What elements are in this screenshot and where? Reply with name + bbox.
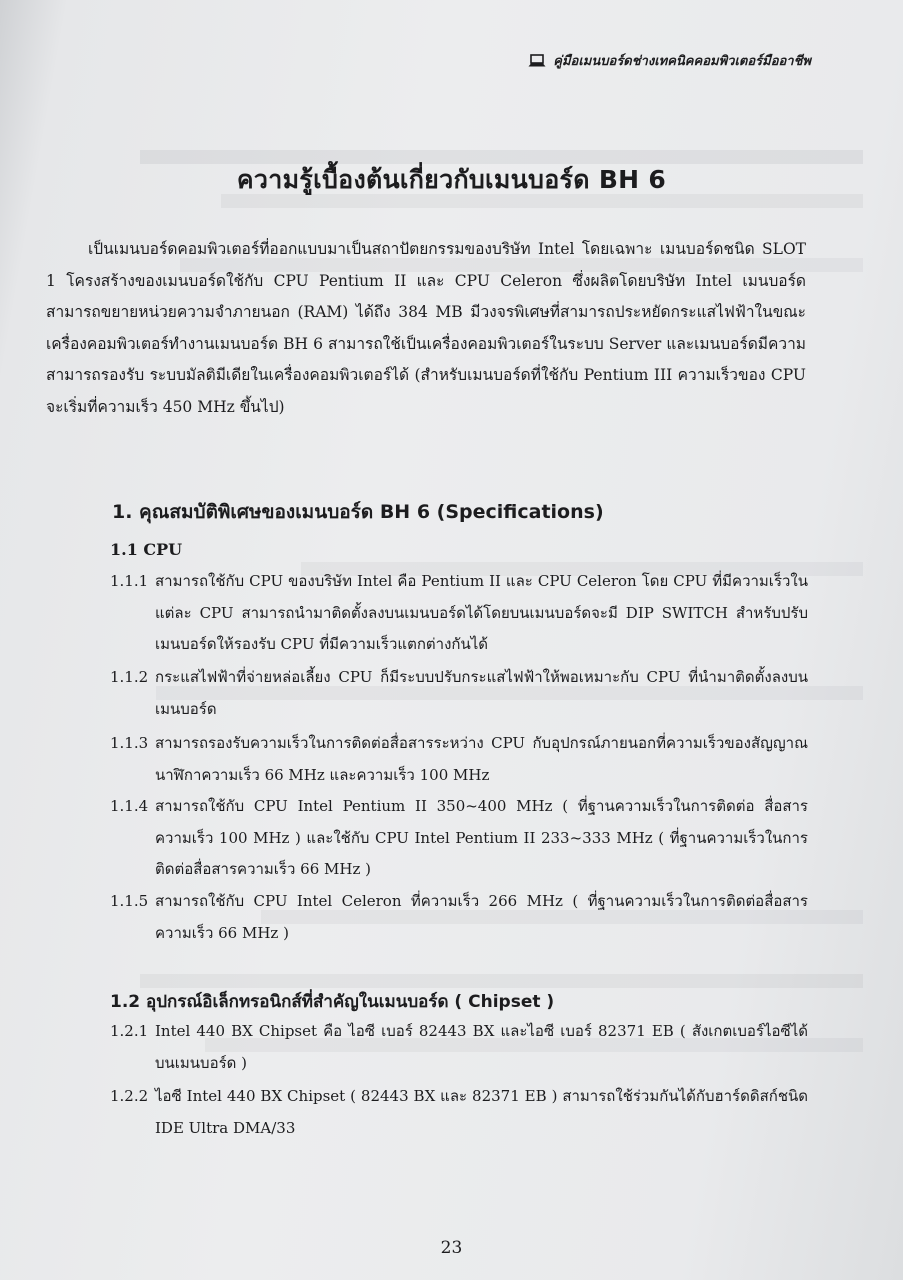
intro-paragraph <box>46 234 806 423</box>
item-text: ไอซี Intel 440 BX Chipset ( 82443 BX และ 82371 EB ) สามารถใช้ร่วมกันได้กับฮาร์ดดิสก์ชนิด IDE Ultra DMA/33 <box>155 1087 808 1137</box>
item-number: 1.2.2 <box>110 1087 149 1105</box>
list-item <box>110 1081 808 1144</box>
item-number: 1.1.5 <box>110 892 149 910</box>
laptop-icon <box>528 54 546 68</box>
list-item <box>110 886 808 949</box>
section-1-heading: 1. คุณสมบัติพิเศษของเมนบอร์ด BH 6 (Specifications) <box>112 501 604 523</box>
running-header <box>528 50 811 71</box>
list-item <box>110 791 808 886</box>
list-item <box>110 1016 808 1079</box>
item-text: สามารถรองรับความเร็วในการติดต่อสื่อสารระหว่าง CPU กับอุปกรณ์ภายนอกที่ความเร็วของสัญญาณนาฬิกาความเร็ว 66 MHz และความเร็ว 100 MHz <box>155 734 808 784</box>
item-number: 1.2.1 <box>110 1022 149 1040</box>
item-number: 1.1.4 <box>110 797 149 815</box>
page-title: ความรู้เบื้องต้นเกี่ยวกับเมนบอร์ด BH 6 <box>236 165 667 194</box>
subsection-1-2-heading: 1.2 อุปกรณ์อิเล็กทรอนิกส์ที่สำคัญในเมนบอร์ด ( Chipset ) <box>110 992 555 1012</box>
list-item <box>110 728 808 791</box>
item-text: สามารถใช้กับ CPU ของบริษัท Intel คือ Pentium II และ CPU Celeron โดย CPU ที่มีความเร็วในแต่ละ CPU สามารถนำมาติดตั้งลงบนเมนบอร์ดได้โดยบนเมนบอร์ดจะมี DIP SWITCH สำหรับปรับเมนบอร์ดให้รองรับ CPU ที่มีความเร็วแตกต่างกันได้ <box>155 572 808 653</box>
item-number: 1.1.1 <box>110 572 149 590</box>
item-text: Intel 440 BX Chipset คือ ไอซี เบอร์ 82443 BX และไอซี เบอร์ 82371 EB ( สังเกตเบอร์ไอซีได้บนเมนบอร์ด ) <box>155 1022 808 1072</box>
item-number: 1.1.3 <box>110 734 149 752</box>
intro-text: เป็นเมนบอร์ดคอมพิวเตอร์ที่ออกแบบมาเป็นสถาปัตยกรรมของบริษัท Intel โดยเฉพาะ เมนบอร์ดชนิด SLOT 1 โครงสร้างของเมนบอร์ดใช้กับ CPU Pentium II และ CPU Celeron ซึ่งผลิตโดยบริษัท Intel เมนบอร์ดสามารถขยายหน่วยความจำภายนอก (RAM) ได้ถึง 384 MB มีวงจรพิเศษที่สามารถประหยัดกระแสไฟฟ้าในขณะเครื่องคอมพิวเตอร์ทำงานเมนบอร์ด BH 6 สามารถใช้เป็นเครื่องคอมพิวเตอร์ในระบบ Server และเมนบอร์ดมีความสามารถรองรับ ระบบมัลติมีเดียในเครื่องคอมพิวเตอร์ได้ (สำหรับเมนบอร์ดที่ใช้กับ Pentium III ความเร็วของ CPU จะเริ่มที่ความเร็ว 450 MHz ขึ้นไป) <box>46 240 806 416</box>
subsection-1-1-heading: 1.1 CPU <box>110 540 183 559</box>
item-text: สามารถใช้กับ CPU Intel Celeron ที่ความเร็ว 266 MHz ( ที่ฐานความเร็วในการติดต่อสื่อสาร ความเร็ว 66 MHz ) <box>155 892 808 942</box>
header-text: คู่มือเมนบอร์ดช่างเทคนิคคอมพิวเตอร์มืออาชีพ <box>553 54 811 69</box>
list-item <box>110 662 808 725</box>
item-text: กระแสไฟฟ้าที่จ่ายหล่อเลี้ยง CPU ก็มีระบบปรับกระแสไฟฟ้าให้พอเหมาะกับ CPU ที่นำมาติดตั้งลงบนเมนบอร์ด <box>155 668 808 718</box>
item-number: 1.1.2 <box>110 668 149 686</box>
page-number: 23 <box>440 1238 463 1258</box>
item-text: สามารถใช้กับ CPU Intel Pentium II 350~400 MHz ( ที่ฐานความเร็วในการติดต่อ สื่อสารความเร็ว 100 MHz ) และใช้กับ CPU Intel Pentium II 233~333 MHz ( ที่ฐานความเร็วในการติดต่อสื่อสารความเร็ว 66 MHz ) <box>155 797 808 878</box>
list-item <box>110 566 808 661</box>
